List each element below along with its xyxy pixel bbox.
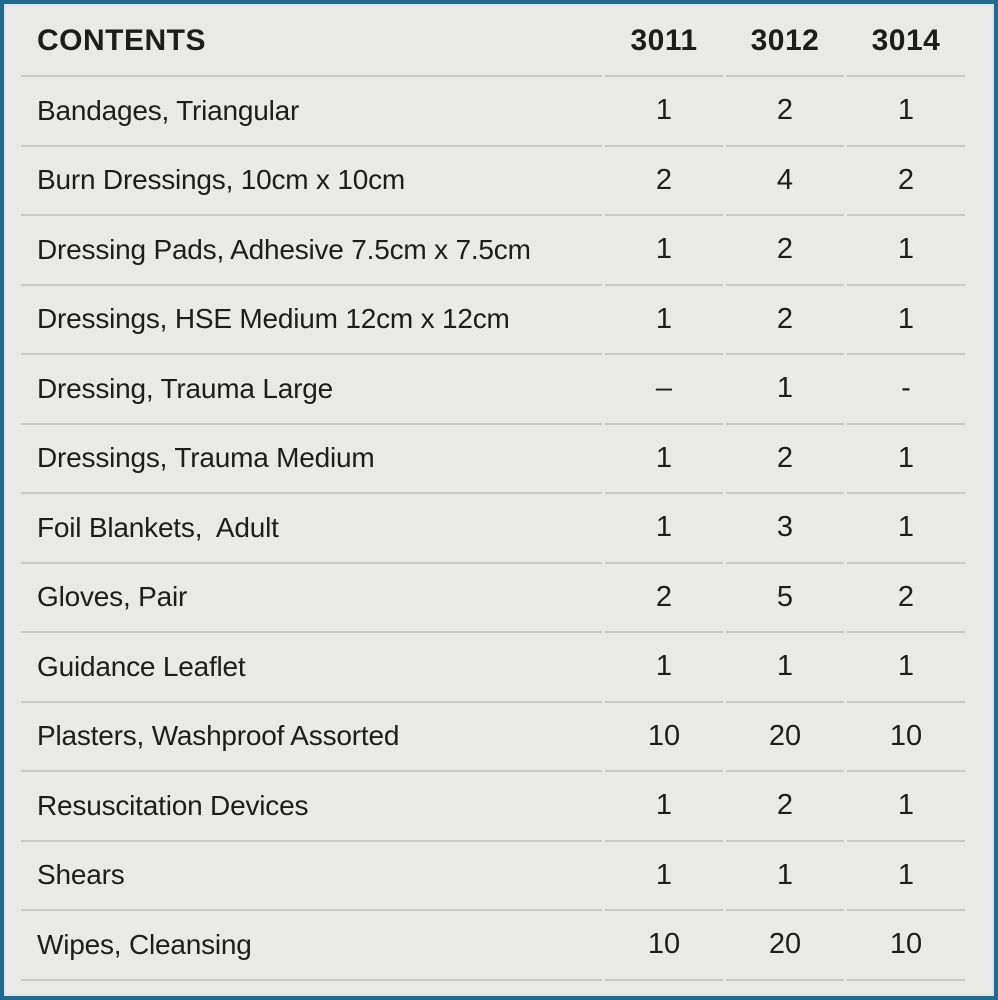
item-qty-3014: 10: [847, 911, 965, 981]
item-qty-3012: 1: [726, 633, 844, 703]
table-row: [21, 216, 965, 286]
item-qty-3012: 2: [726, 772, 844, 842]
item-qty-3014: -: [847, 355, 965, 425]
item-qty-3014: 2: [847, 564, 965, 634]
item-label: Dressing Pads, Adhesive 7.5cm x 7.5cm: [21, 216, 602, 286]
column-header-3011: 3011: [605, 6, 723, 77]
table-row: [21, 911, 965, 981]
item-qty-3011: 2: [605, 564, 723, 634]
item-qty-3012: 4: [726, 147, 844, 217]
item-label: Resuscitation Devices: [21, 772, 602, 842]
item-qty-3011: 1: [605, 425, 723, 495]
item-label: Burn Dressings, 10cm x 10cm: [21, 147, 602, 217]
item-label: Shears: [21, 842, 602, 912]
table-row: [21, 494, 965, 564]
item-qty-3012: 2: [726, 77, 844, 147]
item-qty-3011: 1: [605, 216, 723, 286]
column-header-contents: CONTENTS: [21, 6, 602, 77]
table-row: [21, 355, 965, 425]
item-qty-3014: 1: [847, 286, 965, 356]
item-qty-3014: 1: [847, 842, 965, 912]
column-header-3012: 3012: [726, 6, 844, 77]
item-qty-3014: 1: [847, 633, 965, 703]
item-qty-3014: 1: [847, 494, 965, 564]
item-qty-3014: 1: [847, 772, 965, 842]
item-qty-3012: 3: [726, 494, 844, 564]
item-label: Wipes, Cleansing: [21, 911, 602, 981]
item-label: Plasters, Washproof Assorted: [21, 703, 602, 773]
table-row: [21, 772, 965, 842]
item-label: Dressings, HSE Medium 12cm x 12cm: [21, 286, 602, 356]
contents-table: [18, 6, 968, 981]
item-qty-3011: 1: [605, 842, 723, 912]
item-qty-3011: 1: [605, 286, 723, 356]
item-label: Guidance Leaflet: [21, 633, 602, 703]
item-qty-3012: 5: [726, 564, 844, 634]
item-label: Foil Blankets, Adult: [21, 494, 602, 564]
table-row: [21, 147, 965, 217]
item-qty-3014: 1: [847, 77, 965, 147]
item-label: Dressings, Trauma Medium: [21, 425, 602, 495]
item-label: Bandages, Triangular: [21, 77, 602, 147]
table-row: [21, 633, 965, 703]
item-qty-3012: 2: [726, 286, 844, 356]
table-row: [21, 425, 965, 495]
item-qty-3014: 10: [847, 703, 965, 773]
item-qty-3011: 2: [605, 147, 723, 217]
table-row: [21, 564, 965, 634]
item-qty-3014: 1: [847, 216, 965, 286]
item-label: Dressing, Trauma Large: [21, 355, 602, 425]
item-qty-3012: 1: [726, 842, 844, 912]
item-qty-3012: 20: [726, 703, 844, 773]
item-qty-3012: 20: [726, 911, 844, 981]
item-qty-3014: 1: [847, 425, 965, 495]
table-row: [21, 77, 965, 147]
item-qty-3012: 2: [726, 216, 844, 286]
item-label: Gloves, Pair: [21, 564, 602, 634]
item-qty-3011: 1: [605, 494, 723, 564]
item-qty-3011: –: [605, 355, 723, 425]
item-qty-3011: 1: [605, 633, 723, 703]
header-row: [21, 6, 965, 77]
item-qty-3011: 10: [605, 911, 723, 981]
item-qty-3014: 2: [847, 147, 965, 217]
table-row: [21, 703, 965, 773]
table-row: [21, 286, 965, 356]
column-header-3014: 3014: [847, 6, 965, 77]
item-qty-3011: 10: [605, 703, 723, 773]
item-qty-3012: 2: [726, 425, 844, 495]
item-qty-3011: 1: [605, 772, 723, 842]
item-qty-3011: 1: [605, 77, 723, 147]
item-qty-3012: 1: [726, 355, 844, 425]
table-row: [21, 842, 965, 912]
